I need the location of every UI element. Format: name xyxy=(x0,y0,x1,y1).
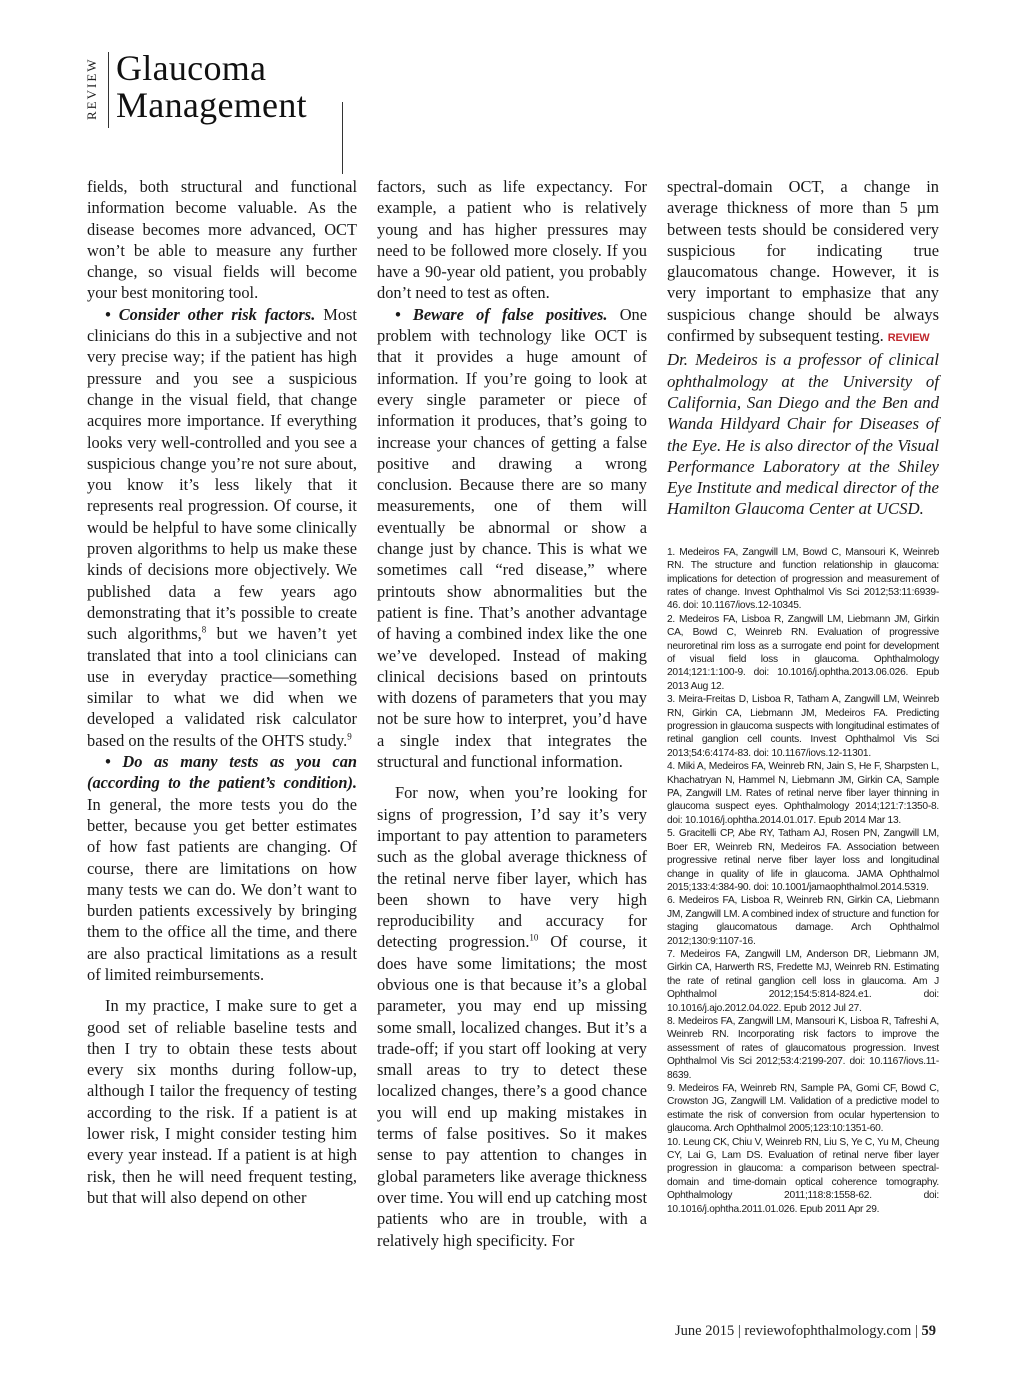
article-header xyxy=(84,50,354,130)
text-column-2 xyxy=(377,176,647,1251)
text-column-3 xyxy=(667,176,939,1216)
paragraph: spectral-domain OCT, a change in average thickness of more than 5 µm between tests should be considered very suspicious for indicating true glaucomatous change. However, it is very important to emphasize that any suspicious change should be always confirmed by subsequent testing. REVIEW xyxy=(667,177,939,346)
issue-date: June 2015 xyxy=(674,1323,735,1339)
subhead: • Beware of false positives. xyxy=(395,304,608,324)
reference-item: 10. Leung CK, Chiu V, Weinreb RN, Liu S, Ye C, Yu M, Cheung CY, Lai G, Lam DS. Evaluation of retinal nerve fiber layer progression in glaucoma: a comparison between spectral-domain and time-domain optical coherence tomography. Ophthalmology 2011;118:8:1558-62. doi: 10.1016/j.ophtha.2011.01.026. Epub 2011 Apr 29. xyxy=(667,1136,939,1215)
page-number: 59 xyxy=(921,1323,936,1339)
paragraph: For now, when you’re looking for signs of progression, I’d say it’s very important to pay attention to parameters such as the global average thickness of the retinal nerve fiber layer, which has been shown to have very high reproducibility and accuracy for detecting progression.$^{10}$ Of course, it does have some limitations; the most obvious one is that because it’s a global parameter, you may end up missing some small, localized changes. But it’s a trade-off; if you start off looking at very small areas to try to detect these localized changes, there’s a good chance you will end up making mistakes in terms of false positives. So it makes sense to pay attention to changes in global parameters like average thickness over time. You will end up catching most patients who are in trouble, with a relatively high specificity. For xyxy=(377,783,647,1250)
reference-item: 5. Gracitelli CP, Abe RY, Tatham AJ, Rosen PN, Zangwill LM, Boer ER, Weinreb RN, Medeiros FA. Association between progressive retinal nerve fiber layer loss and longitudinal change in quality of life in glaucoma. JAMA Ophthalmol 2015;133:4:384-90. doi: 10.1001/jamaophthalmol.2014.5319. xyxy=(667,828,939,893)
page-footer: June 2015 | reviewofophthalmology.com | 59 xyxy=(674,1323,936,1339)
paragraph: In my practice, I make sure to get a good set of reliable baseline tests and then I try to obtain these tests about every six months during follow-up, although I tailor the frequency of testing according to the risk. If a patient is at lower risk, I might consider testing him every year instead. If a patient is at high risk, then he will need frequent testing, but that will also depend on other xyxy=(87,996,357,1207)
text-column-1 xyxy=(87,176,357,1208)
paragraph: • Do as many tests as you can (according to the patient’s condition). In general, the more tests you do the better, because you get better estimates of how fast patients are changing. Of course, there are limitations on how many tests we can do. We don’t want to burden patients excessively by bringing them to the office all the time, and there are also practical limitations as a result of limited reimbursements. xyxy=(87,752,357,984)
header-divider-right xyxy=(342,102,343,174)
section-label: REVIEW xyxy=(84,57,99,121)
page-title xyxy=(116,50,307,124)
paragraph: factors, such as life expectancy. For example, a patient who is relatively young and has higher pressures may need to be followed more closely. If you have a 90-year old patient, you probably don’t need to test as often. xyxy=(377,177,647,303)
subhead: • Do as many tests as you can (according to the patient’s condition). xyxy=(87,752,357,793)
title-line-1: Glaucoma xyxy=(116,48,267,88)
paragraph: • Beware of false positives. One problem with technology like OCT is that it provides a huge amount of information. If you’re going to look at every single parameter or piece of information it produces, that’s going to increase your chances of getting a false positive and drawing a wrong conclusion. Because there are so many measurements, one of them will eventually be abnormal or show a change just by chance. This is what we sometimes call “red disease,” where printouts show abnormalities but the patient is fine. That’s another advantage of having a combined index like the one we’ve developed. Instead of making clinical decisions based on printouts with dozens of parameters that you may not be sure how to interpret, you’d have a single index that integrates the structural and functional information. xyxy=(377,304,648,772)
end-mark-logo: REVIEW xyxy=(887,332,930,345)
paragraph: • Consider other risk factors. Most clinicians do this in a subjective and not very precise way; if the patient has high pressure and you see a suspicious change in the visual field, that change acquires more importance. If everything looks very well-controlled and you see a suspicious change you’re not sure about, you know it’s less likely that it represents real progression. Of course, it would be helpful to have some clinically proven algorithms to help us make these kinds of decisions more objectively. We published data a few years ago demonstrating that it’s possible to create such algorithms,$^8$ but we haven’t yet translated that into a tool clinicians can use in everyday practice—something similar to what we did when we developed a validated risk calculator based on the results of the OHTS study.$^9$ xyxy=(87,304,357,750)
header-divider-left xyxy=(108,52,109,128)
subhead: • Consider other risk factors. xyxy=(105,304,316,324)
reference-item: 7. Medeiros FA, Zangwill LM, Anderson DR, Liebmann JM, Girkin CA, Harwerth RS, Fredette MJ, Weinreb RN. Estimating the rate of retinal ganglion cell loss in glaucoma. Am J Ophthalmol 2012;154:5:814-824.e1. doi: 10.1016/j.ajo.2012.04.022. Epub 2012 Jul 27. xyxy=(667,948,939,1014)
title-line-2: Management xyxy=(116,85,307,125)
reference-item: 2. Medeiros FA, Lisboa R, Zangwill LM, Liebmann JM, Girkin CA, Bowd C, Weinreb RN. Evaluation of progressive neuroretinal rim loss as a surrogate end point for development of visual field loss in glaucoma. Ophthalmology 2014;121:1:100-9. doi: 10.1016/j.ophtha.2013.06.026. Epub 2013 Aug 12. xyxy=(667,613,939,692)
reference-item: 6. Medeiros FA, Lisboa R, Weinreb RN, Girkin CA, Liebmann JM, Zangwill LM. A combined index of structure and function for staging glaucomatous damage. Arch Ophthalmol 2012;130:9:1107-16. xyxy=(667,895,939,947)
paragraph: fields, both structural and functional information become valuable. As the disease becomes more advanced, OCT won’t be able to measure any further change, so visual fields will become your best monitoring tool. xyxy=(87,177,357,303)
reference-item: 4. Miki A, Medeiros FA, Weinreb RN, Jain S, He F, Sharpsten L, Khachatryan N, Hammel N, Liebmann JM, Girkin CA, Sample PA, Zangwill LM. Rates of retinal nerve fiber layer thinning in glaucoma suspect eyes. Ophthalmology 2014;121:7:1350-8. doi: 10.1016/j.ophtha.2014.01.017. Epub 2014 Mar 13. xyxy=(667,761,939,826)
reference-list xyxy=(667,546,939,1216)
website-url: reviewofophthalmology.com xyxy=(744,1323,912,1339)
reference-item: 3. Meira-Freitas D, Lisboa R, Tatham A, Zangwill LM, Weinreb RN, Girkin CA, Liebmann JM, Medeiros FA. Predicting progression in glaucoma suspects with longitudinal estimates of retinal ganglion cell counts. Invest Ophthalmol Vis Sci 2013;54:6:4174-83. doi: 10.1167/iovs.12-11301. xyxy=(667,694,939,759)
citation-superscript: 9 xyxy=(347,731,352,742)
reference-item: 1. Medeiros FA, Zangwill LM, Bowd C, Mansouri K, Weinreb RN. The structure and function relationship in glaucoma: implications for detection of progression and measurement of rates of change. Invest Ophthalmol Vis Sci 2012;53:11:6939-46. doi: 10.1167/iovs.12-10345. xyxy=(667,546,939,612)
reference-item: 9. Medeiros FA, Weinreb RN, Sample PA, Gomi CF, Bowd C, Crowston JG, Zangwill LM. Validation of a predictive model to estimate the risk of conversion from ocular hypertension to glaucoma. Arch Ophthalmol 2005;123:10:1351-60. xyxy=(667,1083,939,1135)
citation-superscript: 8 xyxy=(201,624,207,635)
reference-item: 8. Medeiros FA, Zangwill LM, Mansouri K, Lisboa R, Tafreshi A, Weinreb RN. Incorporating risk factors to improve the assessment of rates of glaucomatous progression. Invest Ophthalmol Vis Sci 2012;53:4:2199-207. doi: 10.1167/iovs.11-8639. xyxy=(667,1015,939,1081)
author-bio: Dr. Medeiros is a professor of clinical ophthalmology at the University of California, San Diego and the Ben and Wanda Hildyard Chair for Diseases of the Eye. He is also director of the Visual Performance Laboratory at the Shiley Eye Institute and medical director of the Hamilton Glaucoma Center at UCSD. xyxy=(667,350,939,519)
citation-superscript: 10 xyxy=(529,932,539,943)
